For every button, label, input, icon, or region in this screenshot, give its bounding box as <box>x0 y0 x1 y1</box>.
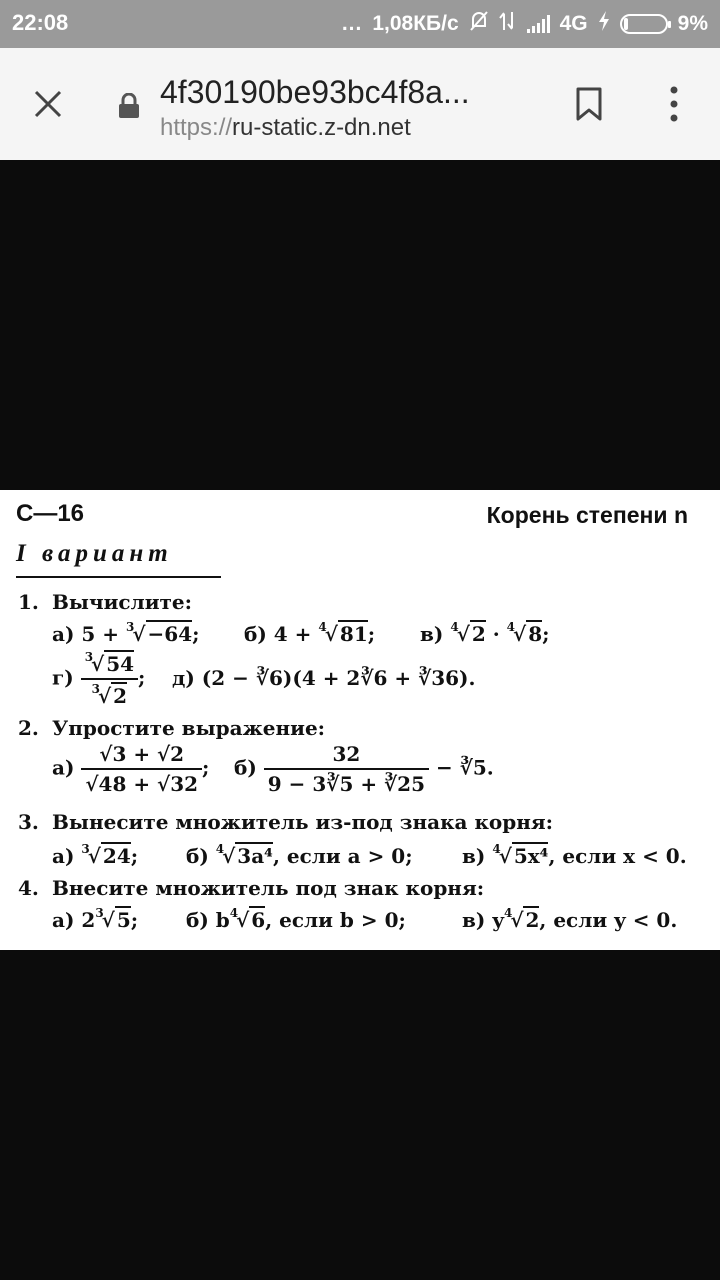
url-host: ru-static.z-dn.net <box>232 114 411 141</box>
task-1v: в) $^4$√ 2 · $^4$√ 8; <box>420 620 550 646</box>
task-2a: а) $\frac{√3 + √2}{√48 + √32}$ ; <box>52 742 210 796</box>
bookmark-icon[interactable] <box>574 86 604 122</box>
bell-off-icon <box>469 10 489 38</box>
task-2-heading: 2. Упростите выражение: <box>18 716 326 740</box>
section-code: С—16 <box>16 500 85 527</box>
task-4-heading: 4. Внесите множитель под знак корня: <box>18 876 485 900</box>
charging-icon <box>598 11 610 37</box>
data-transfer-icon <box>499 10 517 38</box>
task-4v: в) $y^4√$ 2, если y < 0. <box>462 906 678 932</box>
task-3-heading: 3. Вынесите множитель из-под знака корня: <box>18 810 554 834</box>
page-title: 4f30190be93bc4f8a... <box>160 74 470 110</box>
status-icons <box>342 10 708 38</box>
task-1g: г) $\frac{^3√ 54}{^3√ 2}$ ; <box>52 650 146 708</box>
signal-icon <box>527 15 550 33</box>
task-3b: б) $^4$√ 3a⁴, если a > 0; <box>186 842 413 868</box>
lock-icon <box>118 93 140 119</box>
task-4b: б) $b^4√$ 6, если b > 0; <box>186 906 406 932</box>
network-type: 4G <box>559 12 588 35</box>
task-3a: а) $^3$√ 24; <box>52 842 139 868</box>
overflow-menu-icon[interactable] <box>660 84 688 124</box>
close-icon[interactable] <box>28 84 68 124</box>
task-2b: б) $\frac{32}{9 - 3∛5 + ∛25}$ − ∛5. <box>234 742 494 796</box>
task-4a: а) $2^3√$ 5; <box>52 906 139 932</box>
task-1b: б) 4 + $^4$√ 81; <box>244 620 376 646</box>
battery-percent: 9% <box>677 12 708 35</box>
browser-toolbar <box>0 48 720 160</box>
battery-icon <box>620 14 668 34</box>
task-3v: в) $^4$√ 5x⁴, если x < 0. <box>462 842 687 868</box>
task-1d: д) (2 − ∛6)(4 + 2∛6 + ∛36). <box>172 666 476 690</box>
status-speed: 1,08КБ/с <box>372 12 459 35</box>
url-text[interactable] <box>160 114 411 142</box>
status-time: 22:08 <box>12 10 69 35</box>
task-1a: а) 5 + $^3$√ −64; <box>52 620 200 646</box>
variant-heading: I вариант <box>16 540 173 567</box>
variant-underline <box>16 576 221 578</box>
url-scheme: https:// <box>160 114 233 141</box>
document-image <box>0 490 720 950</box>
status-dots: ... <box>341 12 363 35</box>
status-bar <box>0 0 720 48</box>
section-title: Корень степени n <box>486 502 688 528</box>
task-1-heading: 1. Вычислите: <box>18 590 193 614</box>
